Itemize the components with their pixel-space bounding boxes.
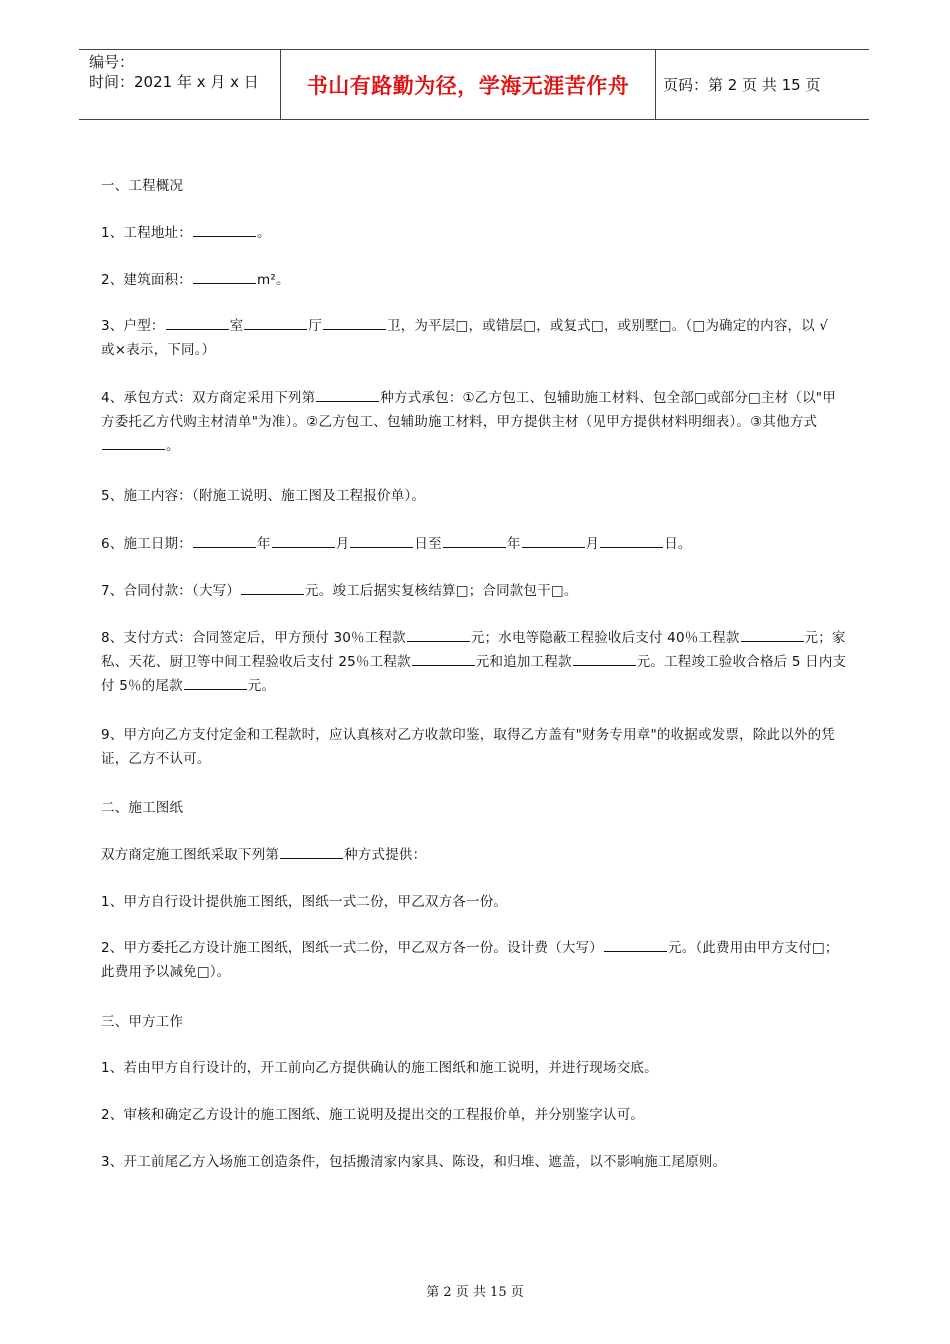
party-a-duty-1: 1、若由甲方自行设计的，开工前向乙方提供确认的施工图纸和施工说明，并进行现场交底。 — [101, 1060, 658, 1076]
header-meta — [89, 52, 259, 92]
clause-text: 元。（此费用由甲方支付□；此费用予以减免□）。 — [101, 940, 839, 980]
header-motto: 书山有路勤为径，学海无涯苦作舟 — [306, 73, 630, 98]
clause-text: 室 — [229, 318, 244, 334]
clause-9: 9、甲方向乙方支付定金和工程款时，应认真核对乙方收款印鉴，取得乙方盖有"财务专用章"的收据或发票，除此以外的凭证，乙方不认可。 — [101, 727, 836, 767]
fill-blank[interactable] — [241, 579, 304, 595]
fill-blank[interactable] — [193, 221, 256, 237]
fill-blank[interactable] — [102, 434, 165, 450]
clause-8 — [101, 626, 849, 698]
clause-text: 7、合同付款：（大写） — [101, 583, 241, 599]
drawing-option-1: 1、甲方自行设计提供施工图纸，图纸一式二份，甲乙双方各一份。 — [101, 894, 508, 910]
clause-3 — [101, 314, 841, 362]
fill-blank[interactable] — [741, 626, 804, 642]
clause-text: 双方商定施工图纸采取下列第 — [101, 847, 280, 863]
clause-6 — [101, 532, 692, 556]
fill-blank[interactable] — [443, 532, 506, 548]
clause-text: 卫，为平层□，或错层□，或复式□，或别墅□。（□为确定的内容，以 √ 或×表示，下同。） — [101, 318, 829, 358]
header-page-number: 页码：第 2 页 共 15 页 — [663, 76, 821, 94]
clause-text: 。 — [257, 225, 271, 241]
clause-text: 4、承包方式：双方商定采用下列第 — [101, 390, 316, 406]
fill-blank[interactable] — [350, 532, 413, 548]
fill-blank[interactable] — [193, 268, 256, 284]
clause-text: 元；家私、天花、厨卫等中间工程验收后支付 25％工程款 — [101, 630, 846, 670]
fill-blank[interactable] — [166, 314, 229, 330]
clause-4 — [101, 386, 841, 458]
clause-text: 1、工程地址： — [101, 225, 192, 241]
drawing-intro — [101, 843, 426, 867]
clause-text: 元。竣工后据实复核结算□；合同款包干□。 — [305, 583, 578, 599]
clause-5: 5、施工内容：（附施工说明、施工图及工程报价单）。 — [101, 488, 426, 504]
clause-text: 月 — [585, 536, 600, 552]
fill-blank[interactable] — [407, 626, 470, 642]
fill-blank[interactable] — [272, 532, 335, 548]
clause-7 — [101, 579, 578, 603]
clause-1 — [101, 221, 271, 245]
clause-text: 日。 — [664, 536, 692, 552]
clause-text: 元。 — [247, 678, 276, 694]
header-divider — [655, 50, 656, 119]
clause-text: 厅 — [308, 318, 322, 334]
clause-text: 种方式承包：①乙方包工、包辅助施工材料、包全部□或部分□主材（以"甲方委托乙方代购主材清单"为准）。②乙方包工、包辅助施工材料，甲方提供主材（见甲方提供材料明细表）。③其他方式 — [101, 390, 836, 430]
section-heading: 一、工程概况 — [101, 178, 184, 194]
clause-text: 元和追加工程款 — [475, 654, 572, 670]
clause-text: 年 — [506, 536, 521, 552]
fill-blank[interactable] — [244, 314, 307, 330]
fill-blank[interactable] — [522, 532, 585, 548]
document-number-label: 编号： — [89, 53, 135, 71]
fill-blank[interactable] — [184, 674, 247, 690]
fill-blank[interactable] — [600, 532, 663, 548]
clause-text: 2、建筑面积： — [101, 272, 192, 288]
clause-text: 6、施工日期： — [101, 536, 192, 552]
party-a-duty-3: 3、开工前尾乙方入场施工创造条件，包括搬清家内家具、陈设，和归堆、遮盖，以不影响施工尾原则。 — [101, 1154, 727, 1170]
clause-text: 日至 — [414, 536, 442, 552]
clause-text: 年 — [257, 536, 271, 552]
clause-text: 元；水电等隐蔽工程验收后支付 40％工程款 — [470, 630, 740, 646]
drawing-option-2 — [101, 936, 843, 984]
fill-blank[interactable] — [604, 936, 667, 952]
section-heading: 三、甲方工作 — [101, 1014, 184, 1030]
fill-blank[interactable] — [280, 843, 343, 859]
page-footer: 第 2 页 共 15 页 — [426, 1285, 524, 1300]
clause-text: 。 — [166, 438, 180, 454]
party-a-duty-2: 2、审核和确定乙方设计的施工图纸、施工说明及提出交的工程报价单，并分别鉴字认可。 — [101, 1107, 645, 1123]
clause-text: 月 — [335, 536, 350, 552]
clause-text: 2、甲方委托乙方设计施工图纸，图纸一式二份，甲乙双方各一份。设计费（大写） — [101, 940, 603, 956]
fill-blank[interactable] — [193, 532, 256, 548]
fill-blank[interactable] — [316, 386, 379, 402]
clause-text: m²。 — [257, 272, 290, 288]
clause-text: 8、支付方式：合同签定后，甲方预付 30％工程款 — [101, 630, 406, 646]
clause-2 — [101, 268, 290, 292]
clause-text: 元。工程竣工验收合格后 5 日内支付 5％的尾款 — [101, 654, 847, 694]
fill-blank[interactable] — [323, 314, 386, 330]
section-heading: 二、施工图纸 — [101, 800, 184, 816]
page-header — [79, 49, 869, 120]
fill-blank[interactable] — [412, 650, 475, 666]
document-time-label: 时间：2021 年 x 月 x 日 — [89, 73, 259, 91]
fill-blank[interactable] — [573, 650, 636, 666]
clause-text: 种方式提供： — [344, 847, 427, 863]
clause-text: 3、户型： — [101, 318, 165, 334]
